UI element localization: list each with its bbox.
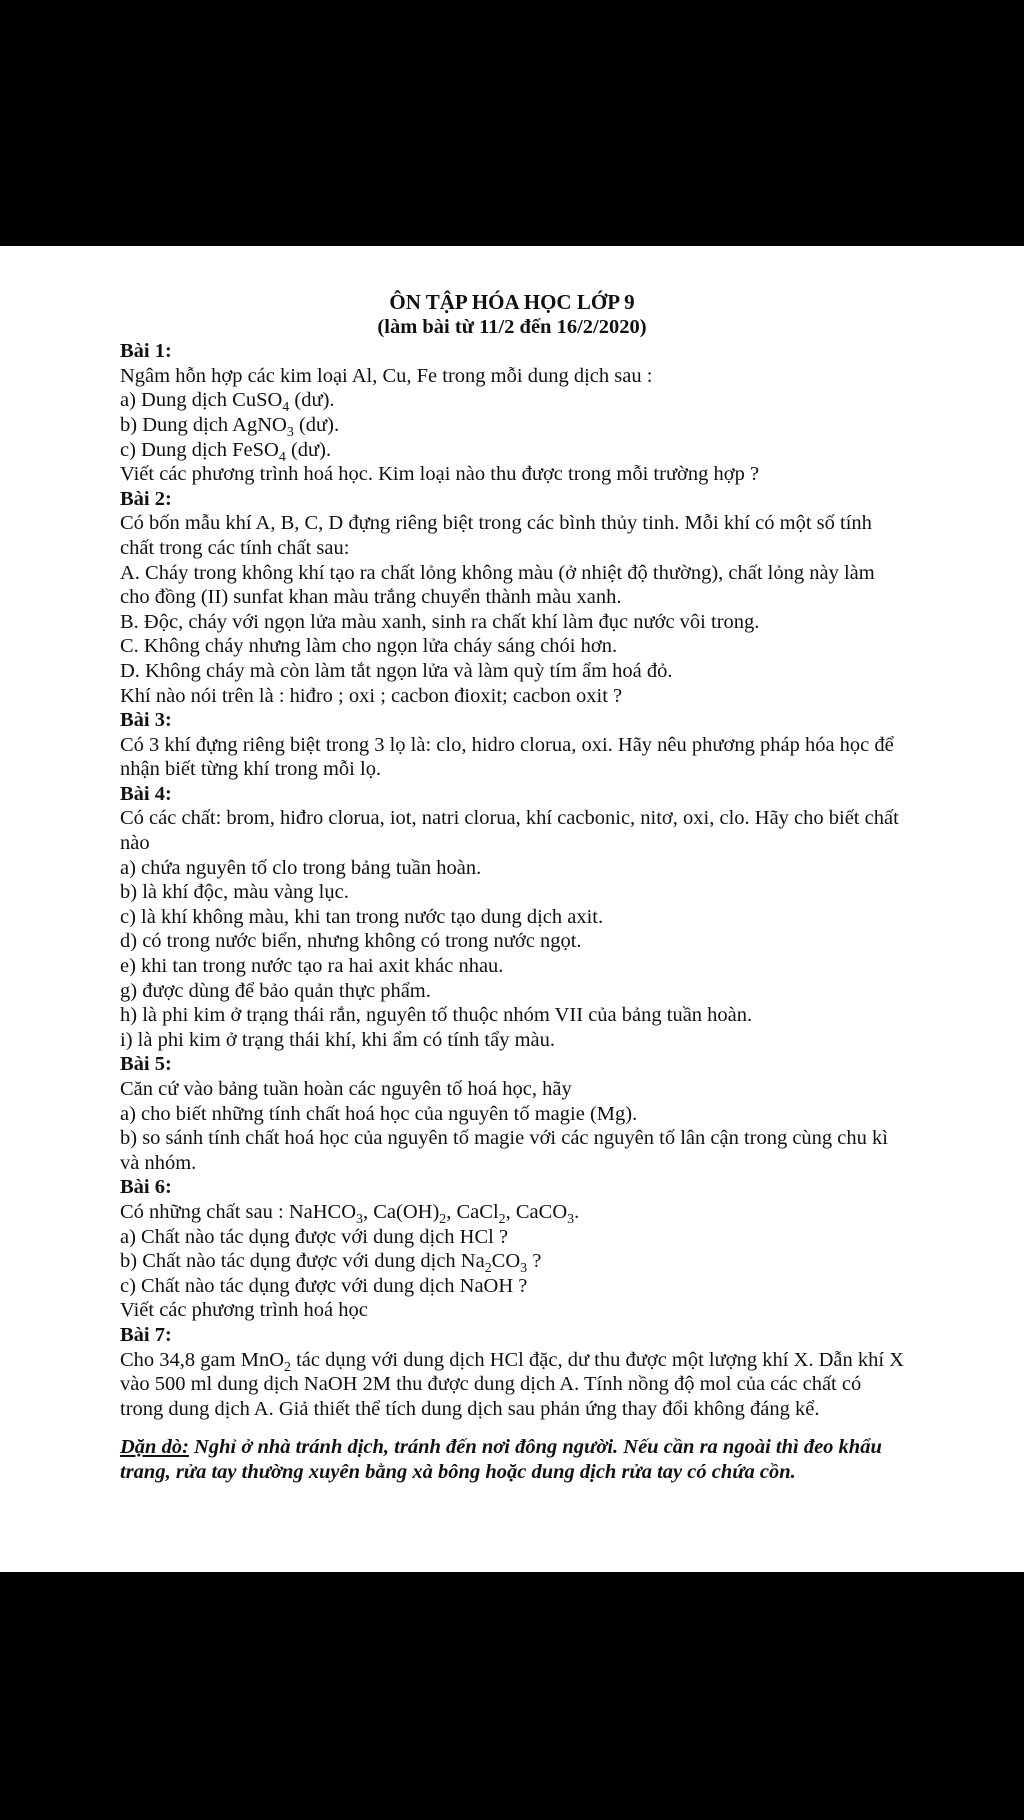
bai4-item: i) là phi kim ở trạng thái khí, khi ẩm có tính tẩy màu. [120,1028,555,1051]
bottom-black-bar [0,1572,1024,1820]
bai4-heading: Bài 4: [120,782,172,805]
bai2-question: Khí nào nói trên là : hiđro ; oxi ; cacbon đioxit; cacbon oxit ? [120,684,623,707]
bai4-item: h) là phi kim ở trạng thái rắn, nguyên tố thuộc nhóm VII của bảng tuần hoàn. [120,1004,753,1027]
bai4-intro: Có các chất: brom, hiđro clorua, iot, natri clorua, khí cacbonic, nitơ, oxi, clo. Hãy cho biết chất nào [120,807,899,855]
bai3-text: Có 3 khí đựng riêng biệt trong 3 lọ là: clo, hidro clorua, oxi. Hãy nêu phương pháp hóa học để nhận biết từng khí trong mỗi lọ. [120,733,894,781]
bai2-item-c: C. Không cháy nhưng làm cho ngọn lửa cháy sáng chói hơn. [120,635,618,658]
bai6-item-a: a) Chất nào tác dụng được với dung dịch HCl ? [120,1225,509,1248]
note-text: Nghỉ ở nhà tránh dịch, tránh đến nơi đông người. Nếu cần ra ngoài thì đeo khẩu trang, rửa tay thường xuyên bằng xà bông hoặc dung dịch rửa tay có chứa cồn. [120,1436,882,1484]
bai2-item-b: B. Độc, cháy với ngọn lửa màu xanh, sinh ra chất khí làm đục nước vôi trong. [120,610,760,633]
bai5-intro: Căn cứ vào bảng tuần hoàn các nguyên tố hoá học, hãy [120,1078,572,1100]
bai4-item: e) khi tan trong nước tạo ra hai axit khác nhau. [120,955,504,978]
bai1-item-b: b) Dung dịch AgNO$_3$ (dư). [120,413,340,441]
bai2-item-d: D. Không cháy mà còn làm tắt ngọn lửa và làm quỳ tím ẩm hoá đỏ. [120,659,673,682]
bai7-text: Cho 34,8 gam MnO$_2$ tác dụng với dung dịch HCl đặc, dư thu được một lượng khí X. Dẫn khí X vào 500 ml dung dịch NaOH 2M thu được dung dịch A. Tính nồng độ mol của các chất có trong dung dịch A. Giả thiết thể tích dung dịch sau phản ứng thay đổi không đáng kể. [120,1348,904,1420]
bai6-question: Viết các phương trình hoá học [120,1299,368,1322]
bai1-intro: Ngâm hỗn hợp các kim loại Al, Cu, Fe trong mỗi dung dịch sau : [120,364,653,387]
note-label: Dặn dò: [120,1436,189,1459]
document-page [0,246,1024,1572]
bai4-item: c) là khí không màu, khi tan trong nước tạo dung dịch axit. [120,905,604,928]
closing-note [120,1435,904,1485]
document-title: ÔN TẬP HÓA HỌC LỚP 9 [389,290,635,314]
bai4-item: g) được dùng để bảo quản thực phẩm. [120,979,431,1002]
bai4-item: d) có trong nước biển, nhưng không có trong nước ngọt. [120,930,582,953]
bai7-heading: Bài 7: [120,1323,172,1346]
bai2-intro: Có bốn mẫu khí A, B, C, D đựng riêng biệt trong các bình thủy tinh. Mỗi khí có một số tính chất trong các tính chất sau: [120,512,872,559]
bai4-item: b) là khí độc, màu vàng lục. [120,881,349,904]
bai6-item-c: c) Chất nào tác dụng được với dung dịch NaOH ? [120,1274,528,1297]
bai5-heading: Bài 5: [120,1053,172,1076]
bai1-heading: Bài 1: [120,340,172,363]
document-subtitle: (làm bài từ 11/2 đến 16/2/2020) [377,315,647,338]
bai5-item-a: a) cho biết những tính chất hoá học của nguyên tố magie (Mg). [120,1102,638,1125]
bai2-item-a: A. Cháy trong không khí tạo ra chất lỏng không màu (ở nhiệt độ thường), chất lỏng này làm cho đồng (II) sunfat khan màu trắng chuyển thành màu xanh. [120,561,875,609]
bai1-question: Viết các phương trình hoá học. Kim loại nào thu được trong mỗi trường hợp ? [120,463,760,486]
bai1-item-c: c) Dung dịch FeSO$_4$ (dư). [120,438,332,465]
top-black-bar [0,0,1024,246]
bai6-intro: Có những chất sau : NaHCO$_3$, $Ca(OH)_2$, CaCl$_2$, CaCO$_3$. [120,1200,580,1228]
bai6-item-b: b) Chất nào tác dụng được với dung dịch $Na_2CO_3$ ? [120,1250,542,1277]
bai6-heading: Bài 6: [120,1176,172,1199]
bai2-heading: Bài 2: [120,487,172,510]
bai5-item-b: b) so sánh tính chất hoá học của nguyên tố magie với các nguyên tố lân cận trong cùng chu kì và nhóm. [120,1127,888,1174]
bai1-item-a: a) Dung dịch CuSO$_4$ (dư). [120,389,335,416]
bai4-item: a) chứa nguyên tố clo trong bảng tuần hoàn. [120,856,482,879]
bai3-heading: Bài 3: [120,709,172,732]
